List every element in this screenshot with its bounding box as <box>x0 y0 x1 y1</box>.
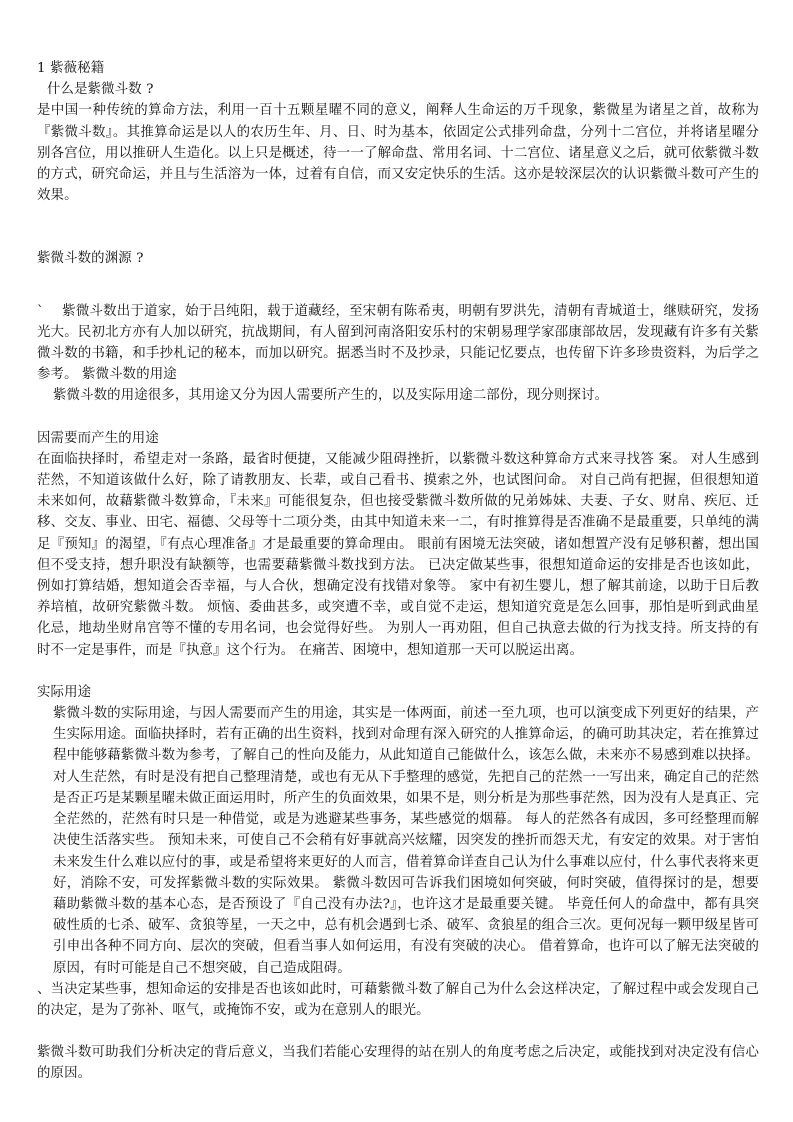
conclusion-paragraph: 紫微斗数可助我们分析决定的背后意义，当我们若能心安理得的站在别人的角度考虑之后决定，或能找到对决定没有信心的原因。 <box>37 1045 759 1082</box>
question-heading: 什么是紫微斗数 ? <box>47 82 154 98</box>
need-paragraph: 在面临抉择时，希望走对一条路，最省时便捷，又能减少阻碍挫折，以紫微斗数这种算命方式来寻找答 案。 对人生感到茫然，不知道该做什么好，除了请教朋友、长辈，或自己看书、摸索之外，也试图问命。 对自己尚有把握，但很想知道未来如何，故藉紫微斗数算命，『未来』可能很复杂，但也接受紫微斗数所做的兄弟姊妹、夫妻、子女、财帛、疾厄、迁移、交友、事业、田宅、福德、父母等十二项分类，由其中知道未来一二，有时推算得是否准确不是最重要，只单纯的满足『预知』的渴望，『有点心理准备』才是最重要的算命理由。 眼前有困境无法突破，诸如想置产没有足够积蓄，想出国但不受支持，想升职没有缺额等，也需要藉紫微斗数找到方法。 已决定做某些事，很想知道命运的安排是否也该如此，例如打算结婚，想知道会否幸福，与人合伙，想确定没有找错对象等。 家中有初生婴儿，想了解其前途，以助于日后教养培植，故研究紫微斗数。 烦恼、委曲甚多，或突遭不幸，或自觉不走运，想知道究竟是怎么回事，那怕是听到武曲星化忌，地劫坐财帛宫等不懂的专用名词，也会觉得好些。 为别人一再劝阻，但自己执意去做的行为找支持。所支持的有时不一定是事件，而是『执意』这个行为。 在痛苦、困境中，想知道那一天可以脱运出离。 <box>37 451 759 658</box>
actual-paragraph-2: 、当决定某些事，想知命运的安排是否也该如此时，可藉紫微斗数了解自己为什么会这样决定，了解过程中或会发现自己的决定，是为了弥补、呕气，或掩饰不安，或为在意别人的眼光。 <box>37 981 759 1018</box>
section-heading: 1 紫薇秘籍 <box>37 61 105 76</box>
origin-title: 紫微斗数的渊源 ? <box>37 251 144 267</box>
origin-paragraph: ` 紫微斗数出于道家，始于吕纯阳，载于道藏经，至宋朝有陈希夷，明朝有罗洪先，清朝有青城道士，继赎研究，发扬光大。民初北方亦有人加以研究，抗战期间，有人留到河南洛阳安乐村的宋朝易理学家邵康部故居，发现藏有许多有关紫微斗数的书籍，和手抄札记的秘本，而加以研究。据悉当时不及抄录，只能记忆要点，也传留下许多珍贵资料，为后学之参考。 紫微斗数的用途 <box>37 303 759 383</box>
need-title: 因需要而产生的用途 <box>37 430 159 446</box>
usage-intro-paragraph: 紫微斗数的用途很多，其用途又分为因人需要所产生的，以及实际用途二部份，现分则探讨。 <box>53 388 609 404</box>
actual-paragraph: 紫微斗数的实际用途，与因人需要而产生的用途，其实是一体两面，前述一至九项，也可以演变成下列更好的结果，产生实际用途。面临抉择时，若有正确的出生资料，找到对命理有深入研究的人推算命运，的确可助其决定，若在推算过程中能够藉紫微斗数为参考，了解自己的性向及能力，从此知道自己能做什么，该怎么做，未来亦不易感到难以抉择。 对人生茫然，有时是没有把自己整理清楚，或也有无从下手整理的感觉，先把自己的茫然一一写出来，确定自己的茫然是否正巧是某颗星曜未做正面运用时，所产生的负面效果，如果不是，则分析是为那些事茫然，因为没有人是真正、完全茫然的，茫然有时只是一种借觉，或是为逃避某些事务，某些感觉的烟幕。 每人的茫然各有成因，多可经整理而解决使生活落实些。 预知未来，可使自己不会稍有好事就高兴炫耀，因突发的挫折而怨天尤，有安定的效果。对于害怕未来发生什么难以应付的事，或是希望将来更好的人而言，借着算命详查自己认为什么事难以应付，什么事代表将来更好，消除不安，可发挥紫微斗数的实际效果。 紫微斗数因可告诉我们困境如何突破，何时突破，值得探讨的是，想要藉助紫微斗数的基本心态，是否预设了『自己没有办法?』，也许这才是最重要关键。 毕竟任何人的命盘中，都有具突破性质的七杀、破军、贪狼等星，一天之中，总有机会遇到七杀、破军、贪狼星的组合三次。更何况每一颗甲级星皆可引申出各种不同方向、层次的突破，但看当事人如何运用，有没有突破的决心。 借着算命，也许可以了解无法突破的原因，有时可能是自己不想突破，自己造成阻碍。 <box>53 706 759 976</box>
intro-paragraph: 是中国一种传统的算命方法，利用一百十五颗星曜不同的意义，阐释人生命运的万千现象，紫微星为诸星之首，故称为『紫微斗数』。其推算命运是以人的农历生年、月、日、时为基本，依固定公式排列命盘，分列十二宫位，并将诸星曜分别各宫位，用以推研人生造化。以上只是概述，待一一了解命盘、常用名词、十二宫位、诸星意义之后，就可依紫微斗数的方式，研究命运，并且与生活溶为一体，过着有自信，而又安定快乐的生活。这亦是较深层次的认识紫微斗数可产生的效果。 <box>37 103 759 204</box>
actual-title: 实际用途 <box>37 684 92 700</box>
document-page <box>37 58 759 1085</box>
